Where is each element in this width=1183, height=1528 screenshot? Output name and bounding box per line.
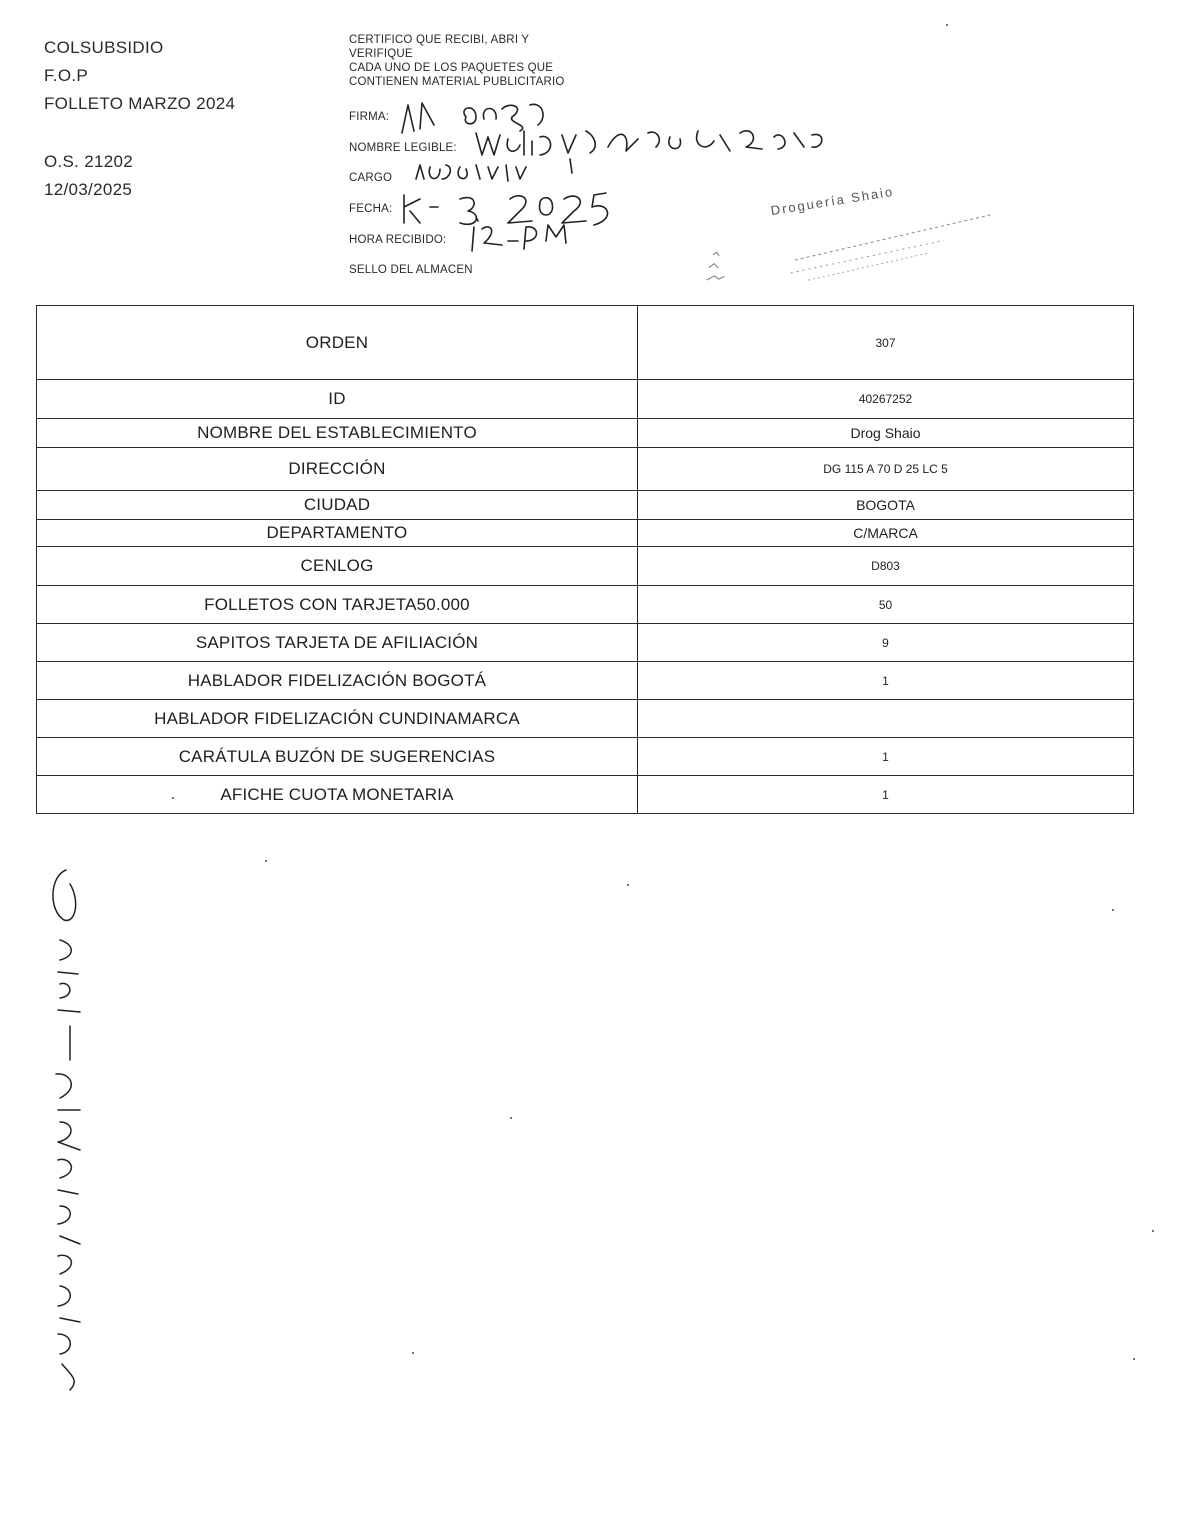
- row-value: 1: [638, 738, 1134, 776]
- row-label: DEPARTAMENTO: [37, 520, 638, 547]
- certificate-text: [349, 33, 649, 89]
- row-value: D803: [638, 547, 1134, 586]
- store-stamp: [690, 165, 1010, 295]
- certificate-line: CONTIENEN MATERIAL PUBLICITARIO: [349, 76, 565, 88]
- scan-speck: [510, 1117, 512, 1119]
- department: F.O.P: [44, 66, 89, 85]
- row-label: HABLADOR FIDELIZACIÓN BOGOTÁ: [37, 662, 638, 700]
- fecha-label: FECHA:: [349, 203, 393, 215]
- order-table: [36, 305, 1134, 814]
- certificate-line: VERIFIQUE: [349, 48, 413, 60]
- stamp-text: Droguería Shaio: [769, 183, 896, 219]
- hora-label: HORA RECIBIDO:: [349, 234, 447, 246]
- row-value: 307: [638, 306, 1134, 380]
- row-label: AFICHE CUOTA MONETARIA: [37, 776, 638, 814]
- table-row: [37, 662, 1134, 700]
- document-date: 12/03/2025: [44, 180, 133, 199]
- row-label: DIRECCIÓN: [37, 448, 638, 491]
- row-value: Drog Shaio: [638, 419, 1134, 448]
- row-value: BOGOTA: [638, 491, 1134, 520]
- table-row: [37, 419, 1134, 448]
- campaign-title: FOLLETO MARZO 2024: [44, 94, 236, 113]
- service-order: O.S. 21202: [44, 152, 134, 171]
- row-label: CARÁTULA BUZÓN DE SUGERENCIAS: [37, 738, 638, 776]
- scan-speck: [946, 24, 948, 26]
- firma-label: FIRMA:: [349, 111, 390, 123]
- row-label: ID: [37, 380, 638, 419]
- scan-speck: [1152, 1230, 1154, 1232]
- row-label: HABLADOR FIDELIZACIÓN CUNDINAMARCA: [37, 700, 638, 738]
- table-row: [37, 586, 1134, 624]
- row-value: 1: [638, 662, 1134, 700]
- handwritten-time: [472, 225, 566, 251]
- table-row: [37, 700, 1134, 738]
- row-label: CIUDAD: [37, 491, 638, 520]
- scan-speck: [1112, 909, 1114, 911]
- table-row: [37, 738, 1134, 776]
- scan-speck: [1133, 1358, 1135, 1360]
- table-row: [37, 520, 1134, 547]
- row-value: 40267252: [638, 380, 1134, 419]
- scan-speck: [627, 884, 629, 886]
- table-row: [37, 380, 1134, 419]
- row-label: CENLOG: [37, 547, 638, 586]
- nombre-label: NOMBRE LEGIBLE:: [349, 142, 457, 154]
- sello-label: SELLO DEL ALMACEN: [349, 264, 473, 276]
- certificate-line: CADA UNO DE LOS PAQUETES QUE: [349, 62, 554, 74]
- row-label: FOLLETOS CON TARJETA50.000: [37, 586, 638, 624]
- row-value: 9: [638, 624, 1134, 662]
- scan-speck: [172, 797, 174, 799]
- table-row: [37, 306, 1134, 380]
- handwritten-name: [476, 131, 822, 155]
- scan-speck: [265, 860, 267, 862]
- cargo-label: CARGO: [349, 172, 393, 184]
- row-label: ORDEN: [37, 306, 638, 380]
- margin-signature: [30, 860, 100, 1400]
- table-row: [37, 491, 1134, 520]
- row-label: NOMBRE DEL ESTABLECIMIENTO: [37, 419, 638, 448]
- company-name: COLSUBSIDIO: [44, 38, 164, 57]
- row-value: 1: [638, 776, 1134, 814]
- table-row: [37, 776, 1134, 814]
- table-row: [37, 547, 1134, 586]
- row-value: C/MARCA: [638, 520, 1134, 547]
- row-value: DG 115 A 70 D 25 LC 5: [638, 448, 1134, 491]
- table-row: [37, 624, 1134, 662]
- table-row: [37, 448, 1134, 491]
- handwritten-date: [404, 193, 607, 225]
- handwritten-position: [416, 159, 572, 181]
- certificate-line: CERTIFICO QUE RECIBI, ABRI Y: [349, 34, 530, 46]
- row-value: 50: [638, 586, 1134, 624]
- handwritten-signature: [402, 103, 543, 133]
- row-label: SAPITOS TARJETA DE AFILIACIÓN: [37, 624, 638, 662]
- header-info: [44, 34, 304, 204]
- row-value: [638, 700, 1134, 738]
- scan-speck: [412, 1352, 414, 1354]
